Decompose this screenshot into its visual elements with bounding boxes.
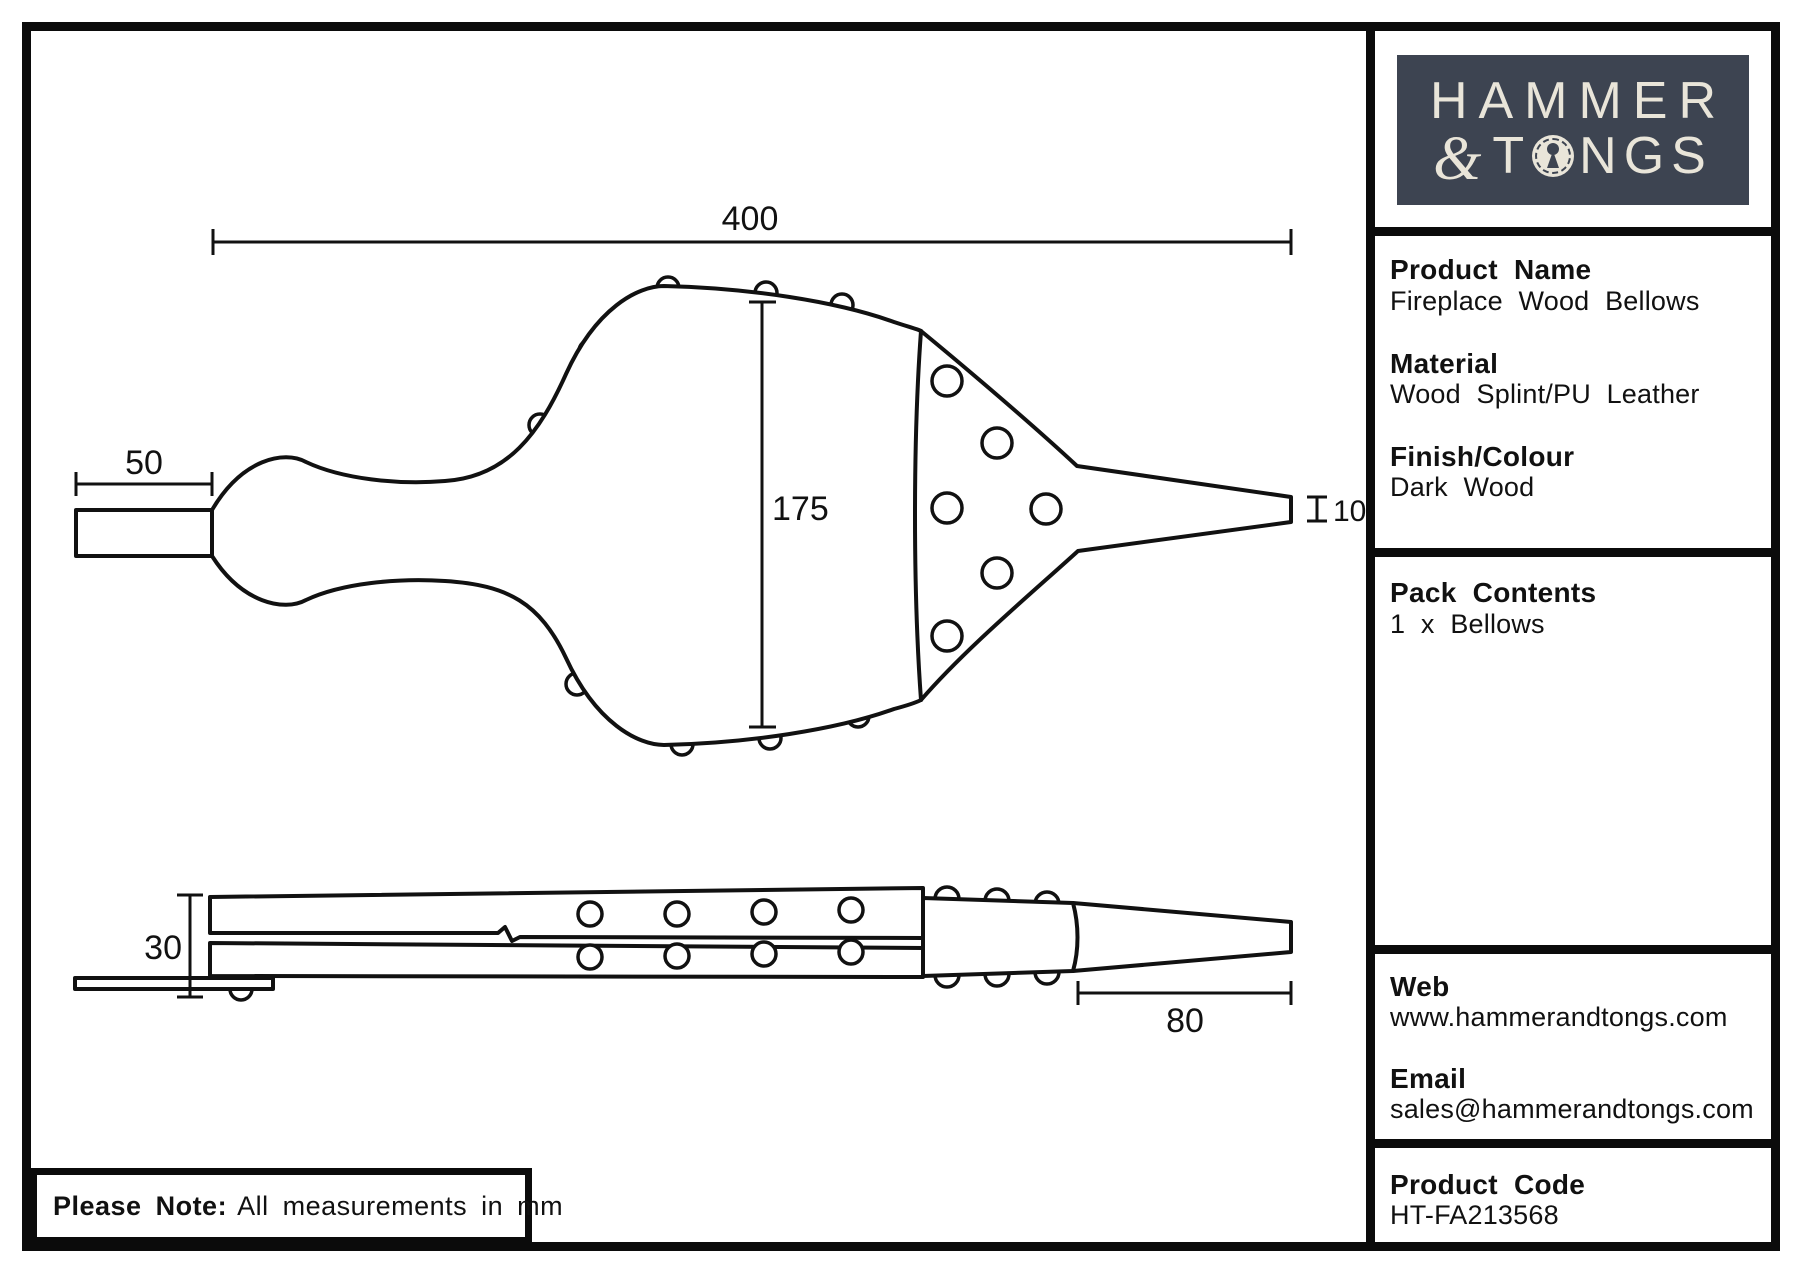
- note-text: All measurements in mm: [237, 1190, 564, 1221]
- product-name-value: Fireplace Wood Bellows: [1390, 286, 1700, 316]
- material-value: Wood Splint/PU Leather: [1390, 379, 1700, 409]
- email-value[interactable]: sales@hammerandtongs.com: [1390, 1094, 1754, 1124]
- dimension-overall-length: [213, 200, 1291, 255]
- brand-word-hammer: HAMMER: [1429, 72, 1728, 130]
- bellows-side-view: [75, 887, 1291, 1000]
- pack-contents-label: Pack Contents: [1390, 577, 1597, 608]
- dimension-overall-length-value: 400: [721, 200, 779, 238]
- email-label: Email: [1390, 1063, 1467, 1094]
- dimension-nozzle-tip-value: 10: [1333, 495, 1366, 528]
- dimension-stack-height-value: 30: [144, 929, 182, 967]
- brand-logo: [1397, 55, 1749, 205]
- panel-divider-vertical: [1366, 22, 1375, 1251]
- ampersand: &: [1433, 125, 1489, 193]
- tongs-t: T: [1492, 127, 1532, 185]
- keyhole-stem: [1547, 151, 1559, 168]
- finish-colour-value: Dark Wood: [1390, 472, 1535, 502]
- product-code-value: HT-FA213568: [1390, 1200, 1559, 1230]
- measurements-note: [30, 1168, 564, 1244]
- panel-divider-3: [1375, 945, 1771, 954]
- panel-divider-1: [1375, 227, 1771, 236]
- panel-divider-2: [1375, 548, 1771, 557]
- technical-drawing: [30, 30, 1366, 1237]
- web-value[interactable]: www.hammerandtongs.com: [1390, 1002, 1728, 1032]
- dimension-body-diameter-value: 175: [772, 490, 829, 528]
- product-code-label: Product Code: [1390, 1169, 1586, 1200]
- note-label: Please Note:: [53, 1190, 228, 1221]
- panel-divider-4: [1375, 1139, 1771, 1148]
- web-label: Web: [1390, 971, 1450, 1002]
- finish-colour-label: Finish/Colour: [1390, 441, 1575, 472]
- brand-word-tongs: [1433, 125, 1713, 193]
- product-name-label: Product Name: [1390, 254, 1592, 285]
- dimension-handle-length: [76, 444, 212, 496]
- keyhole-icon: [1532, 135, 1574, 177]
- dimension-nozzle-length-value: 80: [1166, 1002, 1204, 1040]
- dimension-nozzle-tip: [1307, 495, 1366, 528]
- dimension-handle-length-value: 50: [125, 444, 163, 482]
- tongs-ngs: NGS: [1579, 127, 1713, 185]
- material-label: Material: [1390, 348, 1499, 379]
- dimension-nozzle-length: [1078, 981, 1291, 1040]
- pack-contents-value: 1 x Bellows: [1390, 609, 1545, 639]
- bellows-top-view: [76, 277, 1291, 755]
